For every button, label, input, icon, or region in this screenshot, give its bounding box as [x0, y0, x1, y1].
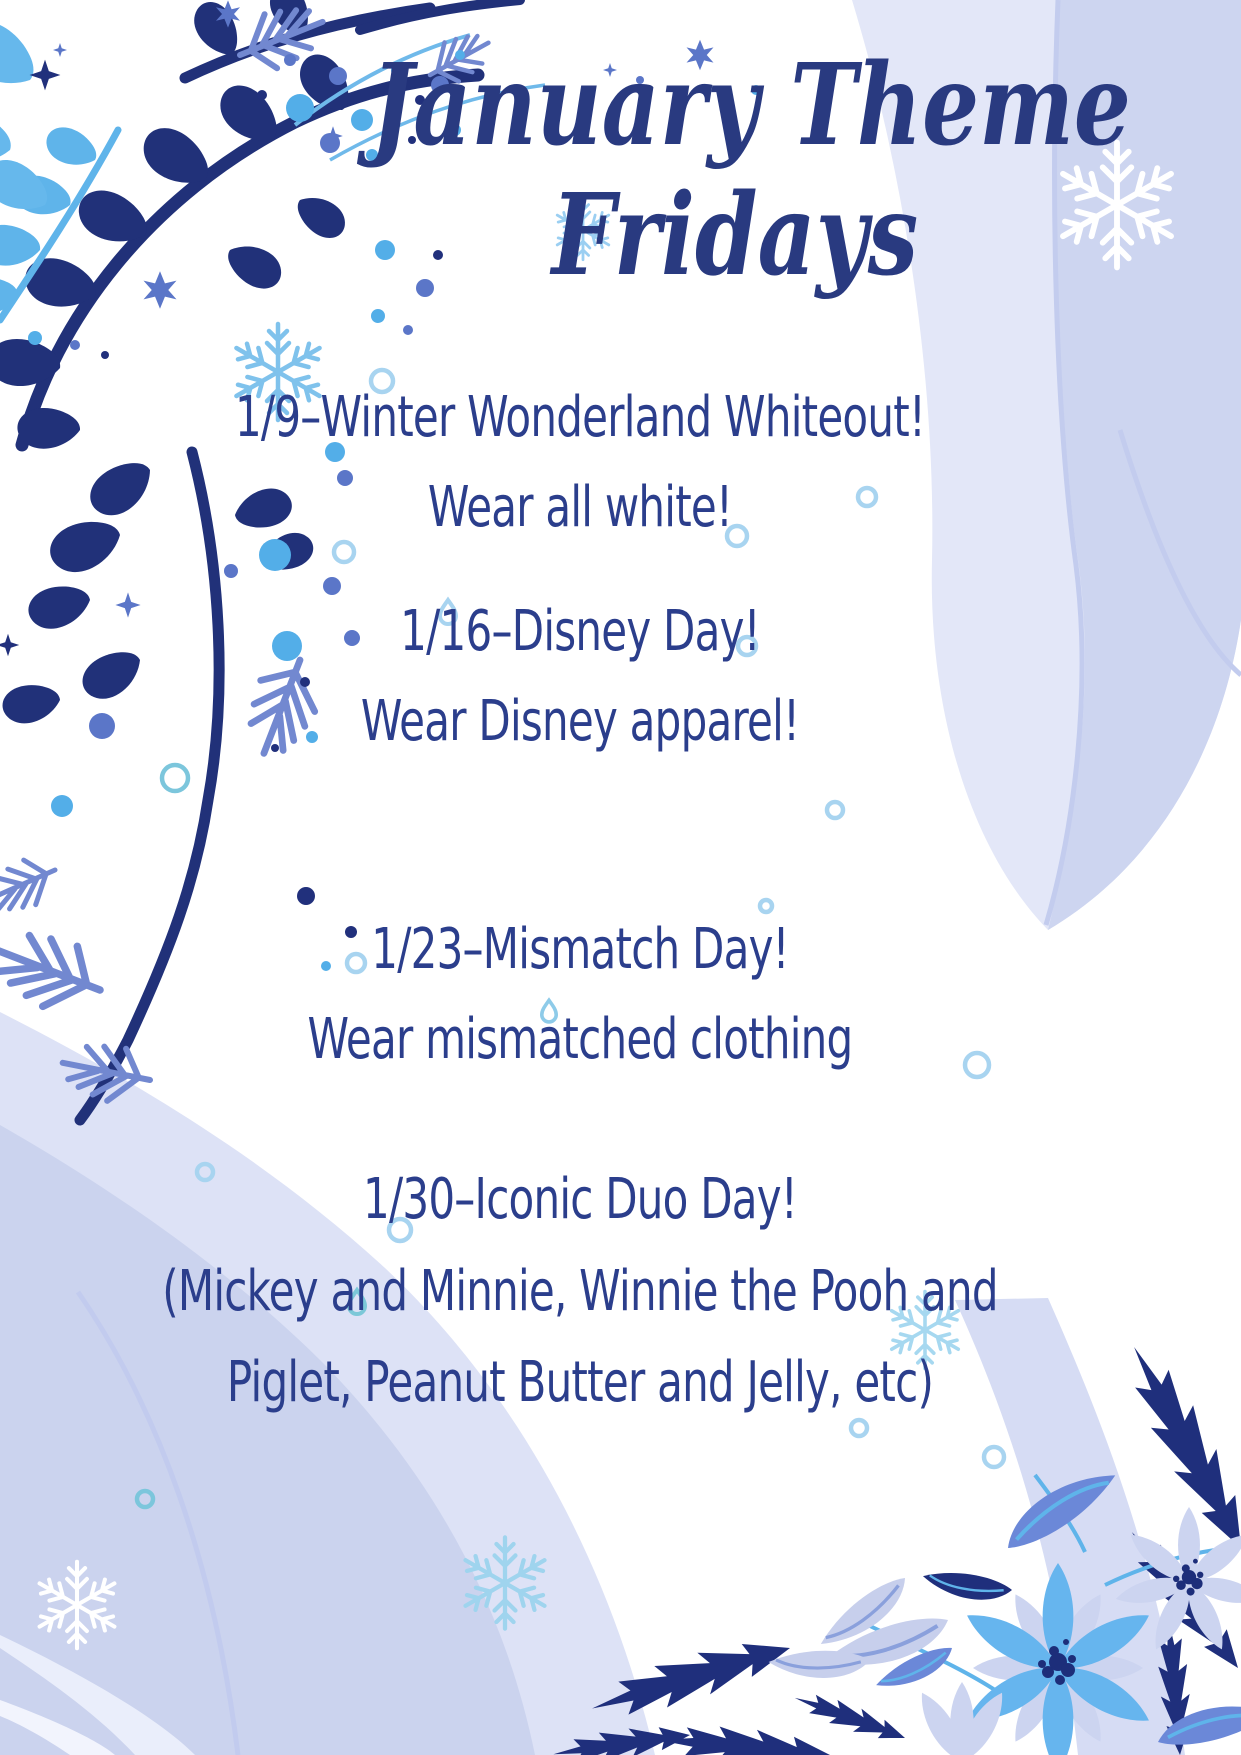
- event-1-date-line: 1/9–Winter Wonderland Whiteout!: [234, 385, 926, 450]
- event-3-date-line: 1/23–Mismatch Day!: [371, 917, 789, 982]
- event-4-date-line: 1/30–Iconic Duo Day!: [362, 1167, 797, 1232]
- event-4-detail-line: (Mickey and Minnie, Winnie the Pooh and: [162, 1259, 998, 1324]
- event-2-detail-line: Wear Disney apparel!: [360, 689, 800, 754]
- event-3-detail-line: Wear mismatched clothing: [307, 1007, 853, 1072]
- event-2-date-line: 1/16–Disney Day!: [400, 599, 760, 664]
- poster-title-line1: January Theme: [371, 40, 1131, 171]
- event-1-detail-line: Wear all white!: [427, 475, 733, 540]
- event-4-detail-line2: Piglet, Peanut Butter and Jelly, etc): [226, 1350, 934, 1415]
- poster-title-line2: Fridays: [551, 170, 919, 301]
